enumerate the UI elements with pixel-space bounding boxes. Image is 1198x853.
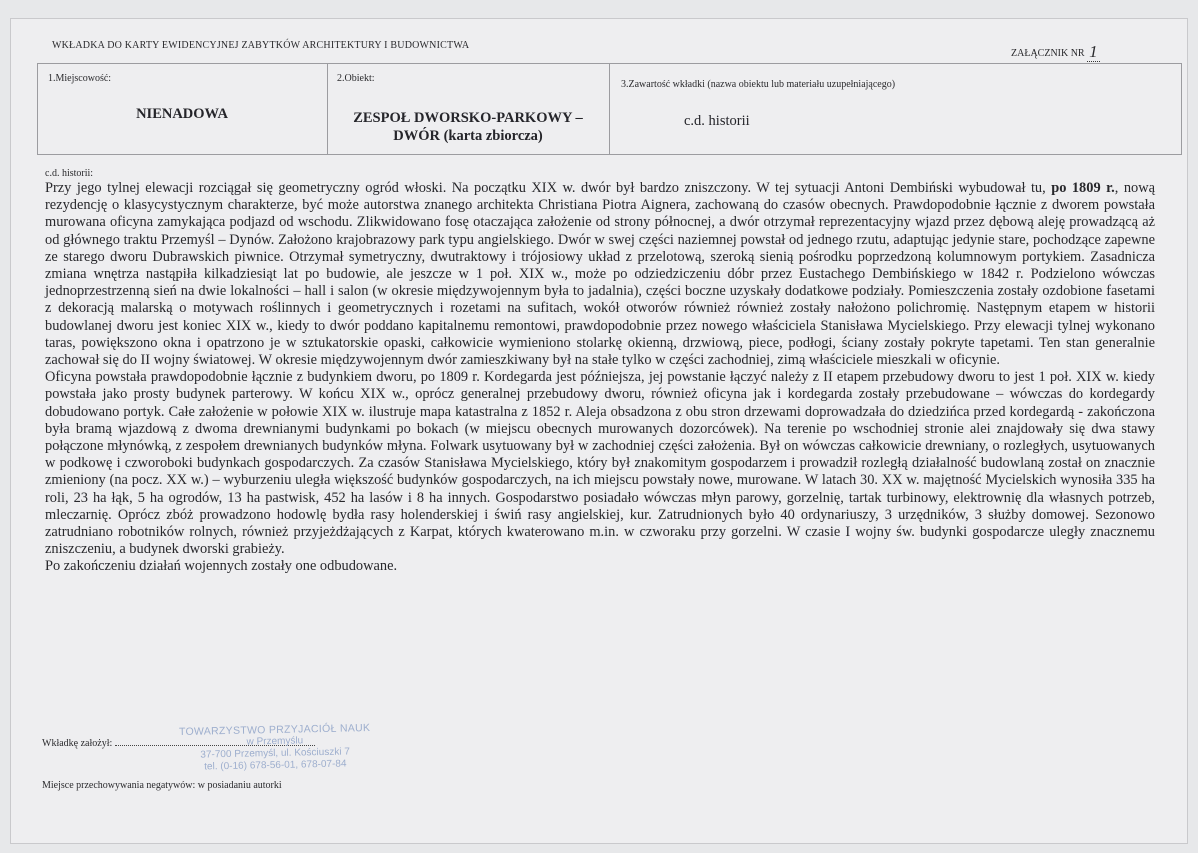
paragraph-1-bold: po 1809 r. xyxy=(1051,180,1115,196)
paragraph-3: Po zakończeniu działań wojennych zostały one odbudowane. xyxy=(45,558,398,575)
section-label: c.d. historii: xyxy=(45,168,94,179)
object-value-line1: ZESPOŁ DWORSKO-PARKOWY – xyxy=(353,110,583,126)
header-fields-grid xyxy=(37,63,1182,155)
paragraph-1-part-a: Przy jego tylnej elewacji rozciągał się geometryczny ogród włoski. Na początku XIX w. dwór był bardzo zniszczony. W tej sytuacji Antoni Dembiński wybudował tu, xyxy=(45,180,1052,196)
object-label: 2.Obiekt: xyxy=(337,73,375,84)
form-title: WKŁADKA DO KARTY EWIDENCYJNEJ ZABYTKÓW ARCHITEKTURY I BUDOWNICTWA xyxy=(52,40,470,51)
annex-label-text: ZAŁĄCZNIK NR xyxy=(1011,48,1085,59)
annex-number: 1 xyxy=(1089,42,1098,61)
place-value: NIENADOWA xyxy=(136,106,228,122)
society-stamp xyxy=(160,722,391,775)
paragraph-1 xyxy=(45,180,1155,369)
stamp-line-4: tel. (0-16) 678-56-01, 678-07-84 xyxy=(204,758,347,773)
object-value-line2: DWÓR (karta zbiorcza) xyxy=(393,128,543,144)
contents-value: c.d. historii xyxy=(684,113,750,129)
paragraph-1-part-b: , nową rezydencję o klasycystycznym charakterze, być może autorstwa znanego architekta Christiana Piotra Aignera, zachowaną do czasów obecnych. Prawdopodobnie łącznie z dworem powstała murowana oficyna zamykająca podjazd od wschodu. Zlikwidowano fosę otaczająca założenie od strony północnej, a dwór otrzymał reprezentacyjny wjazd przez dębową aleję prowadzącą aż od głównego traktu Przemyśl – Dynów. Założono krajobrazowy park typu angielskiego. Dwór w swej części naziemnej powstał od jednego rzutu, adaptując jedynie stare, pochodzące zapewne ze starego dworu Dubrawskich piwnice. Otrzymał symetryczny, dwutraktowy i trójosiowy układ z przelotową, szeroką sienią pośrodku poprzedzoną kolumnowym portykiem. Zasadnicza zmiana wnętrza nastąpiła kilkadziesiąt lat po budowie, ale jeszcze w 1 poł. XIX w., może po odziedziczeniu dóbr przez Eustachego Dembińskiego w 1842 r. Podzielono wówczas jednoprzestrzenną sień na dwie lokalności – hall i salon (w okresie międzywojennym była to jadalnia), części boczne uzyskały dodatkowe podziały. Pomieszczenia zostały ozdobione fasetami z dekoracją malarską o motywach roślinnych i geometrycznych i rozetami na sufitach, wokół otworów również również zostały nałożono polichromię. Następnym etapem w historii budowlanej dworu jest koniec XIX w., kiedy to dwór poddano kapitalnemu remontowi, prawdopodobnie przez nowego właściciela Stanisława Mycielskiego. Przy elewacji tylnej wykonano taras, powiększono okna i opatrzono je w sztukatorskie opaski, całkowicie wymieniono stolarkę okienną, drzwiową, piece, podłogi, ściany zostały pokryte tapetami. Ten stan generalnie zachował się do II wojny światowej. W okresie międzywojennym dwór zamieszkiwany był na stałe tylko w części zachodniej, zimą właściciele mieszkali w oficynie. xyxy=(45,180,1155,369)
place-label: 1.Miejscowość: xyxy=(48,73,112,84)
stamp-line-2: w Przemyślu xyxy=(246,735,304,748)
paragraph-2: Oficyna powstała prawdopodobnie łącznie z budynkiem dworu, po 1809 r. Kordegarda jest późniejsza, jej powstanie łączyć należy z II etapem przebudowy dworu to jest 1 poł. XIX w. kiedy powstała jako prosty budynek parterowy. W końcu XIX w., oprócz generalnej przebudowy dworu, również oficyna jak i kordegarda zostały przebudowane – wówczas do kordegardy dobudowano portyk. Całe założenie w połowie XIX w. ilustruje mapa katastralna z 1852 r. Aleja obsadzona z obu stron drzewami doprowadzała do dziedzińca przed kordegardą - zakończona była bramą wjazdową z dwoma drewnianymi budynkami po bokach (w miejscu obecnych murowanych dozorcówek). Na terenie po wschodniej stronie alei znajdowały się dwa stawy połączone młynówką, z zespołem drewnianych budynków młyna. Folwark usytuowany był w zachodniej części założenia. Był on wówczas całkowicie drewniany, o rozległych, usytuowanych w podkowę i czworoboki budynkach gospodarczych. Za czasów Stanisława Mycielskiego, który był znakomitym gospodarzem i prowadził rozległą działalność budowlaną został on znacznie zmieniony (na pocz. XX w.) – wyburzeniu uległa większość budynków gospodarczych, na ich miejscu powstały nowe, murowane. W latach 30. XX w. majętność Mycielskich wynosiła 335 ha roli, 23 ha łąk, 5 ha ogrodów, 13 ha pastwisk, 452 ha lasów i 8 ha innych. Gospodarstwo posiadało wówczas młyn parowy, gorzelnię, tartak turbinowy, elektrownię dla własnych potrzeb, mleczarnię. Oprócz zbóż prowadzono hodowlę bydła rasy holenderskiej i świń rasy angielskiej, kur. Zatrudnionych było 40 ordynariuszy, 3 urzędników, 3 służby domowej. Sezonowo zatrudniano robotników rolnych, również przyjeżdżających z Karpat, których kwaterowano m.in. w czworaku przy gorzelni. W czasie I wojny św. budynki gospodarcze uległy znacznemu zniszczeniu, a budynek dworski grabieży. xyxy=(45,369,1155,558)
annex-label xyxy=(1011,41,1100,61)
stamp-line-1: TOWARZYSTWO PRZYJACIÓŁ NAUK xyxy=(178,722,371,739)
history-text xyxy=(45,180,1155,576)
storage-label: Miejsce przechowywania negatywów: xyxy=(42,780,196,791)
storage-row xyxy=(42,780,282,791)
storage-value: w posiadaniu autorki xyxy=(197,780,282,791)
contents-label: 3.Zawartość wkładki (nazwa obiektu lub materiału uzupełniającego) xyxy=(621,79,896,90)
author-label: Wkładkę założył: xyxy=(42,738,113,749)
object-value xyxy=(327,109,609,145)
stamp-line-3: 37-700 Przemyśl, ul. Kościuszki 7 xyxy=(200,746,350,761)
